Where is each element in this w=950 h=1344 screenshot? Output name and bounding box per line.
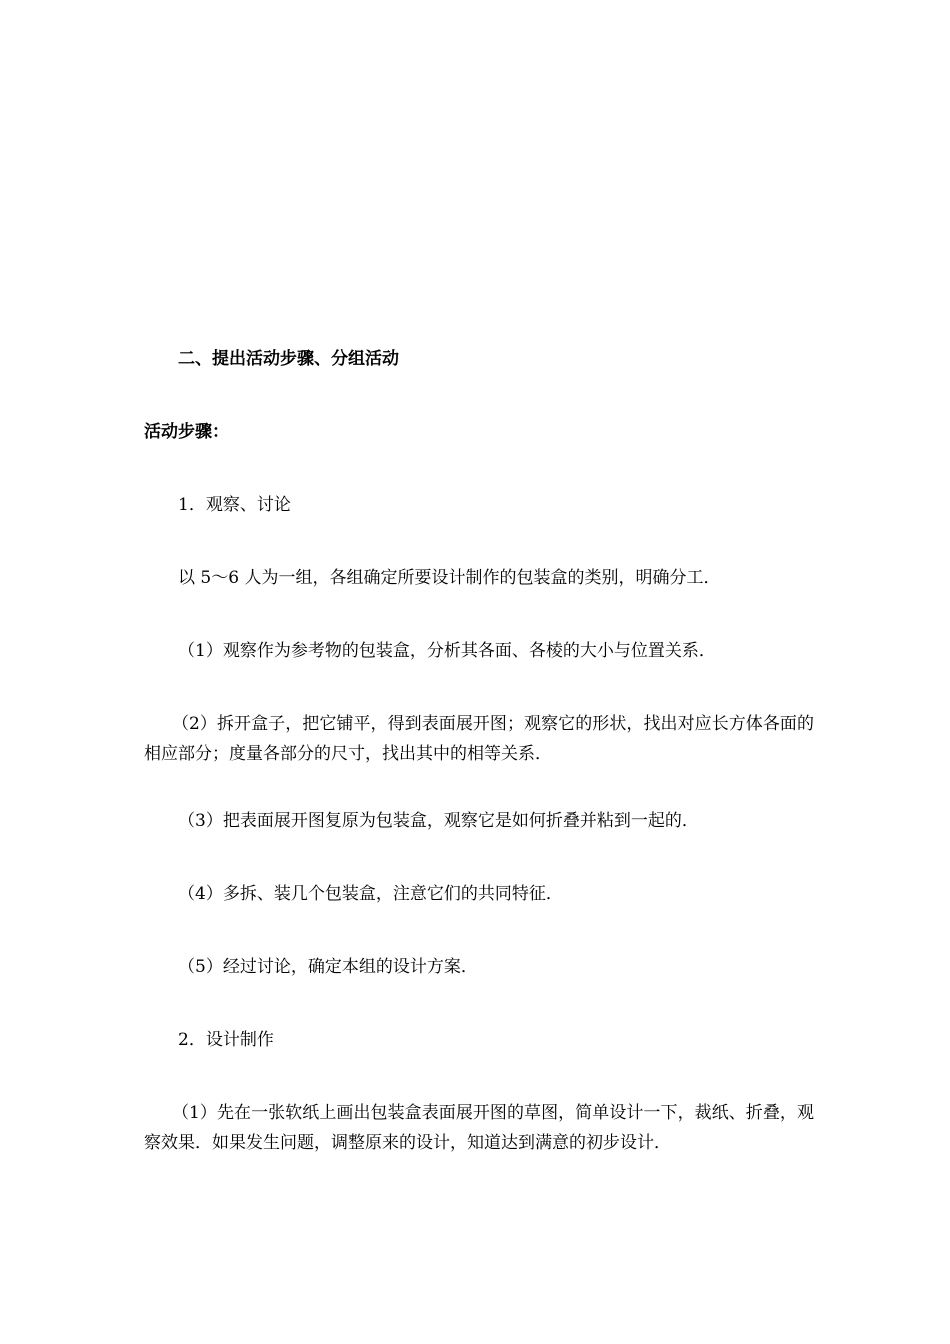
- section-heading: 二、提出活动步骤、分组活动: [178, 349, 399, 369]
- step1-item-2: （2）拆开盒子，把它铺平，得到表面展开图；观察它的形状，找出对应长方体各面的相应部分；度量各部分的尺寸，找出其中的相等关系．: [144, 714, 814, 764]
- step2-title: 2．设计制作: [178, 1030, 274, 1050]
- step1-title: 1．观察、讨论: [178, 495, 291, 515]
- group-intro: 以 5～6 人为一组，各组确定所要设计制作的包装盒的类别，明确分工．: [178, 568, 721, 588]
- step1-item-3: （3）把表面展开图复原为包装盒，观察它是如何折叠并粘到一起的．: [178, 811, 699, 831]
- step2-item-1: （1）先在一张软纸上画出包装盒表面展开图的草图，简单设计一下，裁纸、折叠，观察效果．如果发生问题，调整原来的设计，知道达到满意的初步设计．: [144, 1103, 814, 1153]
- step1-item-1: （1）观察作为参考物的包装盒，分析其各面、各棱的大小与位置关系．: [178, 641, 716, 661]
- step1-item-5: （5）经过讨论，确定本组的设计方案．: [178, 957, 478, 977]
- steps-label: 活动步骤：: [144, 422, 229, 442]
- step1-item-4: （4）多拆、装几个包装盒，注意它们的共同特征．: [178, 884, 563, 904]
